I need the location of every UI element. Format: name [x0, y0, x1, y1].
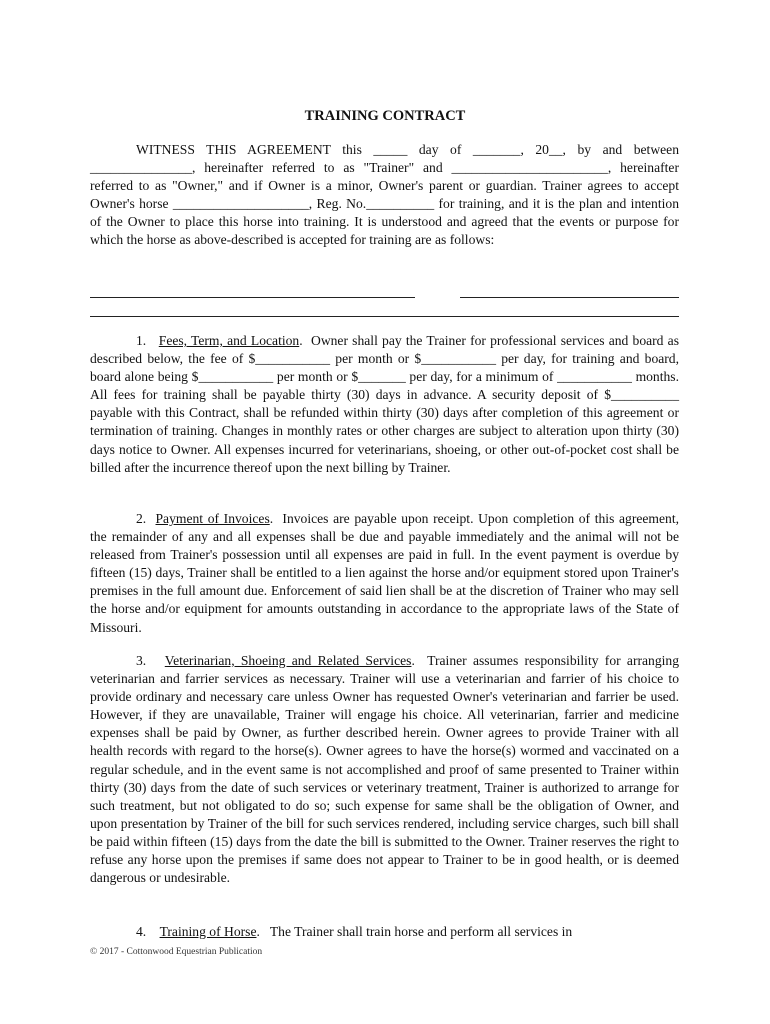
- section-number: 2.: [136, 511, 147, 526]
- section-heading: Payment of Invoices: [155, 511, 270, 526]
- section-heading: Training of Horse: [159, 924, 257, 939]
- section-3: 3. Veterinarian, Shoeing and Related Services. Trainer assumes responsibility for arranging veterinarian and farrier services as necessary. Trainer will use a veterinarian and farrier of his choice to provide ordinary and necessary care unless Owner has requested Owner's veterinarian and farrier be used. However, if they are unavailable, Trainer will engage his choice. All veterinarian, farrier and medicine expenses shall be paid by Owner, as further described herein. Owner agrees to provide Trainer with all health records with regard to the horse(s). Owner agrees to have the horse(s) wormed and vaccinated on a regular schedule, and in the event same is not accomplished and proof of same presented to Trainer within thirty (30) days from the date of such services or veterinary treatment, Trainer is authorized to arrange for such treatment, but not obligated to do so; such expense for same shall be the obligation of Owner, and upon presentation by Trainer of the bill for such services rendered, including service charges, such bill shall be paid within fifteen (15) days from the date the bill is submitted to the Owner. Trainer reserves the right to refuse any horse upon the premises if same does not appear to Trainer to be in good health, or is deemed dangerous or undesirable.: [90, 653, 680, 886]
- section-number: 3.: [136, 653, 147, 668]
- section-text: Invoices are payable upon receipt. Upon completion of this agreement, the remainder of any and all expenses shall be due and payable immediately and the animal will not be released from Trainer's possession until all expenses are paid in full. In the event payment is overdue by fifteen (15) days, Trainer shall be entitled to a lien against the horse and/or equipment stored upon Trainer's premises in the full amount due. Enforcement of said lien shall be at the discretion of Trainer who may sell the horse and/or equipment for amounts outstanding in accordance to the appropriate laws of the State of Missouri.: [90, 511, 680, 635]
- section-number: 1.: [136, 333, 147, 348]
- section-2: 2. Payment of Invoices. Invoices are payable upon receipt. Upon completion of this agreement, the remainder of any and all expenses shall be due and payable immediately and the animal will not be released from Trainer's possession until all expenses are paid in full. In the event payment is overdue by fifteen (15) days, Trainer shall be entitled to a lien against the horse and/or equipment stored upon Trainer's premises in the full amount due. Enforcement of said lien shall be at the discretion of Trainer who may sell the horse and/or equipment for amounts outstanding in accordance to the appropriate laws of the State of Missouri.: [90, 511, 680, 635]
- purpose-blank-line-1a: [90, 297, 415, 298]
- section-text: Owner shall pay the Trainer for professional services and board as described below, the fee of $___________ per month or $___________ per day, for training and board, board alone being $___________ per month or $_______ per day, for a minimum of ___________ months. All fees for training shall be payable thirty (30) days in advance. A security deposit of $__________ payable with this Contract, shall be refunded within thirty (30) days after completion of this agreement or termination of training. Changes in monthly rates or other charges are subject to alteration upon thirty (30) days notice to Owner. All expenses incurred for veterinarians, shoeing, or other out-of-pocket cost shall be billed after the incurrence thereof upon the next billing by Trainer.: [90, 333, 679, 475]
- copyright-footer: © 2017 - Cottonwood Equestrian Publication: [90, 947, 263, 957]
- section-number: 4.: [136, 924, 147, 939]
- purpose-blank-line-1b: [460, 297, 679, 298]
- section-heading: Fees, Term, and Location: [158, 333, 300, 348]
- purpose-blank-line-2: [90, 316, 679, 317]
- section-text: The Trainer shall train horse and perform all services in: [269, 924, 573, 939]
- section-4: 4. Training of Horse. The Trainer shall train horse and perform all services in: [136, 924, 573, 939]
- section-1: 1. Fees, Term, and Location. Owner shall pay the Trainer for professional services and board as described below, the fee of $___________ per month or $___________ per day, for training and board, board alone being $___________ per month or $_______ per day, for a minimum of ___________ months. All fees for training shall be payable thirty (30) days in advance. A security deposit of $__________ payable with this Contract, shall be refunded within thirty (30) days after completion of this agreement or termination of training. Changes in monthly rates or other charges are subject to alteration upon thirty (30) days notice to Owner. All expenses incurred for veterinarians, shoeing, or other out-of-pocket cost shall be billed after the incurrence thereof upon the next billing by Trainer.: [90, 333, 679, 475]
- section-heading: Veterinarian, Shoeing and Related Services: [164, 653, 412, 668]
- intro-paragraph: [90, 141, 679, 250]
- document-title: TRAINING CONTRACT: [304, 108, 466, 124]
- section-text: Trainer assumes responsibility for arranging veterinarian and farrier services as necessary. Trainer will use a veterinarian and farrier of his choice to provide ordinary and necessary care unless Owner has requested Owner's veterinarian and farrier be used. However, if they are unavailable, Trainer will engage his choice. All veterinarian, farrier and medicine expenses shall be paid by Owner, as further described herein. Owner agrees to provide Trainer with all health records with regard to the horse(s). Owner agrees to have the horse(s) wormed and vaccinated on a regular schedule, and in the event same is not accomplished and proof of same presented to Trainer within thirty (30) days from the date of such services or veterinary treatment, Trainer is authorized to arrange for such treatment, but not obligated to do so; such expense for same shall be the obligation of Owner, and upon presentation by Trainer of the bill for such services rendered, including service charges, such bill shall be paid within fifteen (15) days from the date the bill is submitted to the Owner. Trainer reserves the right to refuse any horse upon the premises if same does not appear to Trainer to be in good health, or is deemed dangerous or undesirable.: [90, 653, 680, 886]
- intro-text: WITNESS THIS AGREEMENT this _____ day of _______, 20__, by and between _______________, hereinafter referred to as "Trainer" and _______________________, hereinafter referred to as "Owner," and if Owner is a minor, Owner's parent or guardian. Trainer agrees to accept Owner's horse ____________________, Reg. No.__________ for training, and it is the plan and intention of the Owner to place this horse into training. It is understood and agreed that the events or purpose for which the horse as above-described is accepted for training are as follows:: [90, 142, 679, 248]
